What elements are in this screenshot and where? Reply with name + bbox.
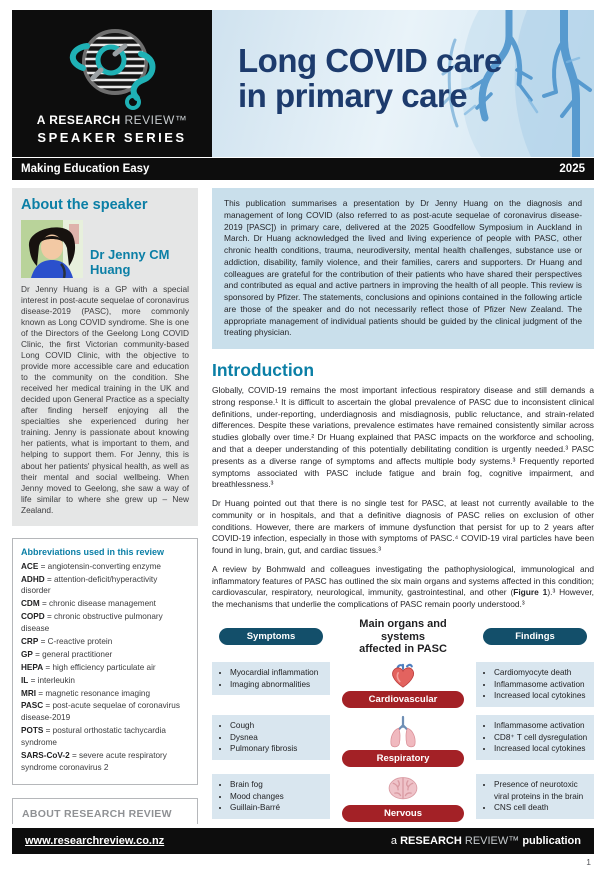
organ-label-cardiovascular: Cardiovascular xyxy=(342,691,464,708)
research-review-logo-box xyxy=(12,10,212,157)
speaker-name: Dr Jenny CM Huang xyxy=(90,247,170,277)
sidebar xyxy=(12,188,198,824)
content xyxy=(12,188,594,824)
about-speaker-box xyxy=(12,188,198,526)
abbreviation-item: COPD = chronic obstructive pulmonary disease xyxy=(21,612,163,634)
symptom-item: • Guillain-Barré xyxy=(230,802,325,814)
speaker-photo xyxy=(21,220,83,278)
tagline-text: Making Education Easy xyxy=(21,163,150,175)
abbreviation-item: MRI = magnetic resonance imaging xyxy=(21,688,151,698)
symptoms-box xyxy=(212,715,330,760)
symptom-item: • Myocardial inflammation xyxy=(230,667,325,679)
abbreviation-item: CDM = chronic disease management xyxy=(21,599,156,609)
findings-box xyxy=(476,715,594,760)
abbreviation-item: ADHD = attention-deficit/hyperactivity disorder xyxy=(21,574,158,596)
globe-stethoscope-icon xyxy=(53,24,171,110)
symptom-item: • Mood changes xyxy=(230,791,325,803)
figure-1 xyxy=(212,618,594,824)
finding-item: • CD8⁺ T cell dysregulation xyxy=(494,732,589,744)
abbreviation-item: POTS = postural orthostatic tachycardia syndrome xyxy=(21,726,166,748)
header xyxy=(12,10,594,157)
tagline-strip xyxy=(12,158,594,180)
finding-item: • Presence of neurotoxic viral proteins in the brain xyxy=(494,779,589,802)
about-speaker-heading: About the speaker xyxy=(21,197,148,213)
findings-box xyxy=(476,774,594,819)
heart-icon xyxy=(387,662,419,690)
findings-column-header: Findings xyxy=(483,628,587,645)
logo-wordmark: A RESEARCH REVIEW™ xyxy=(36,113,188,127)
symptom-item: • Dysnea xyxy=(230,732,325,744)
abbreviation-item: SARS-CoV-2 = severe acute respiratory syndrome coronavirus 2 xyxy=(21,751,167,772)
publication-credit: a RESEARCH REVIEW™ publication xyxy=(390,835,581,847)
organ-label-nervous: Nervous xyxy=(342,805,464,822)
symptom-item: • Cough xyxy=(230,720,325,732)
introduction-para2: Dr Huang pointed out that there is no single test for PASC, at least not currently available to the community or in hospitals, and that a definitive diagnosis of PASC relies on exclusion of other conditions. However, there are markers of immune dysfunction that persist for up to 2 years after COVID-19 infection, especially in those with symptoms of PASC.⁴ COVID-19 viral particles have been found in lung, brain, gut, and cardiac tissues.³ xyxy=(212,498,594,556)
finding-item: • Increased local cytokines xyxy=(494,743,589,755)
page-number: 1 xyxy=(586,857,591,867)
year-label: 2025 xyxy=(559,163,585,175)
abbreviations-list xyxy=(21,561,189,774)
abbreviation-item: CRP = C-reactive protein xyxy=(21,637,113,646)
finding-item: • Increased local cytokines xyxy=(494,690,589,702)
about-rr-heading: ABOUT RESEARCH REVIEW xyxy=(22,807,172,820)
symptoms-box xyxy=(212,662,330,695)
abbreviation-item: ACE = angiotensin-converting enzyme xyxy=(21,561,161,571)
finding-item: • Inflammasome activation xyxy=(494,679,589,691)
speaker-bio: Dr Jenny Huang is a GP with a special interest in post-acute sequelae of coronavirus disease-2019 (PASC), more commonly known as Long COVID syndrome. She is one of the Directors of the Geelong Long COVID Clinic, the first Victorian community-based Long COVID Clinic, with the objective to provide more accessible care and education to the community on the condition. She received her medical training in the UK and decided upon General Practice as a specialty after finding herself enjoying all the specialties she experienced during her training. Jenny is passionate about knowing her patients, what is important to them, and helping to support them. For Jenny, this is about her patients' physical health, as well as their mental and social wellbeing. When Jenny moved to Geelong, she saw a way of life similar to where she grew up – New Zealand. xyxy=(21,284,189,515)
abbreviation-item: GP = general practitioner xyxy=(21,649,113,659)
abbreviations-box xyxy=(12,538,198,785)
symptom-item: • Brain fog xyxy=(230,779,325,791)
lungs-icon xyxy=(388,715,418,749)
abbreviation-item: HEPA = high efficiency particulate air xyxy=(21,662,156,672)
abbreviations-heading: Abbreviations used in this review xyxy=(21,546,165,557)
summary-box: This publication summarises a presentation by Dr Jenny Huang on the diagnosis and management of long COVID (also referred to as post-acute sequelae of coronavirus disease-2019 [PASC]) in primary care, delivered at the 2025 Goodfellow Symposium in Auckland in March. Dr Huang acknowledged the lived and living experience of people with PASC, other chronic health conditions, trauma, neurodiversity, mental health challenges, substance use or addiction, disability, family violence, and their families, carers and supporters. Dr Huang and colleagues are grateful for the contribution of their patients who have shared their perspectives and contributed as equal and active partners in improving the health of all people. This review is sponsored by Pfizer. The statements, conclusions and opinions contained in the following article are those of the speaker and do not necessarily reflect those of Pfizer New Zealand. The appropriate management of individual patients should be guided by the clinical judgment of the treating physician. xyxy=(212,188,594,349)
main-column xyxy=(212,188,594,824)
finding-item: • Cardiomyocyte death xyxy=(494,667,589,679)
figure-row-respiratory xyxy=(212,715,594,767)
finding-item: • CNS cell death xyxy=(494,802,589,814)
symptom-item: • Pulmonary fibrosis xyxy=(230,743,325,755)
introduction-heading: Introduction xyxy=(212,360,315,381)
introduction-para3: A review by Bohmwald and colleagues investigating the pathophysiological, immunological and inflammatory features of PASC has outlined the six main organs and systems affected in this condition; cardiovascular, respiratory, neurological, immunity, gastrointestinal, and other (Figure 1).³ However, the mechanisms that underlie the complications of PASC remain poorly understood.³ xyxy=(212,563,594,610)
symptom-item: • Imaging abnormalities xyxy=(230,679,325,691)
abbreviation-item: PASC = post-acute sequelae of coronavirus disease-2019 xyxy=(21,701,180,723)
symptoms-box xyxy=(212,774,330,819)
organ-label-respiratory: Respiratory xyxy=(342,750,464,767)
brain-icon xyxy=(385,774,421,804)
publication-title: Long COVID care in primary care xyxy=(238,42,502,114)
logo-speaker-series: SPEAKER SERIES xyxy=(37,130,187,145)
figure-title: Main organs and systems affected in PASC xyxy=(359,617,447,656)
finding-item: • Inflammasome activation xyxy=(494,720,589,732)
introduction-para1: Globally, COVID-19 remains the most important infectious respiratory disease and still demands a strong response.¹ It is difficult to ascertain the global prevalence of PASC due to inconsistent clinical definitions, under-reporting, underdiagnosis and misdiagnosis, public reluctance, and strain-related differences. Despite these variations, prevalence estimates have remained consistently similar across studies globally over time.² Dr Huang explained that PASC impacts on the workforce and schooling, and that a deeper understanding of this potentially debilitating condition is urgently needed.³ PASC presents as a diverse range of symptoms and affects multiple body systems.³ Frequently reported symptoms associated with PASC include fatigue and brain fog, cognitive impairment, and breathlessness.³ xyxy=(212,385,594,490)
findings-box xyxy=(476,662,594,707)
title-banner xyxy=(212,10,594,157)
abbreviation-item: IL = interleukin xyxy=(21,675,75,685)
footer-bar xyxy=(12,828,594,854)
symptoms-column-header: Symptoms xyxy=(219,628,323,645)
figure-row-cardiovascular xyxy=(212,662,594,708)
figure-row-nervous xyxy=(212,774,594,822)
website-link[interactable]: www.researchreview.co.nz xyxy=(25,835,165,847)
about-research-review-box xyxy=(12,798,198,824)
